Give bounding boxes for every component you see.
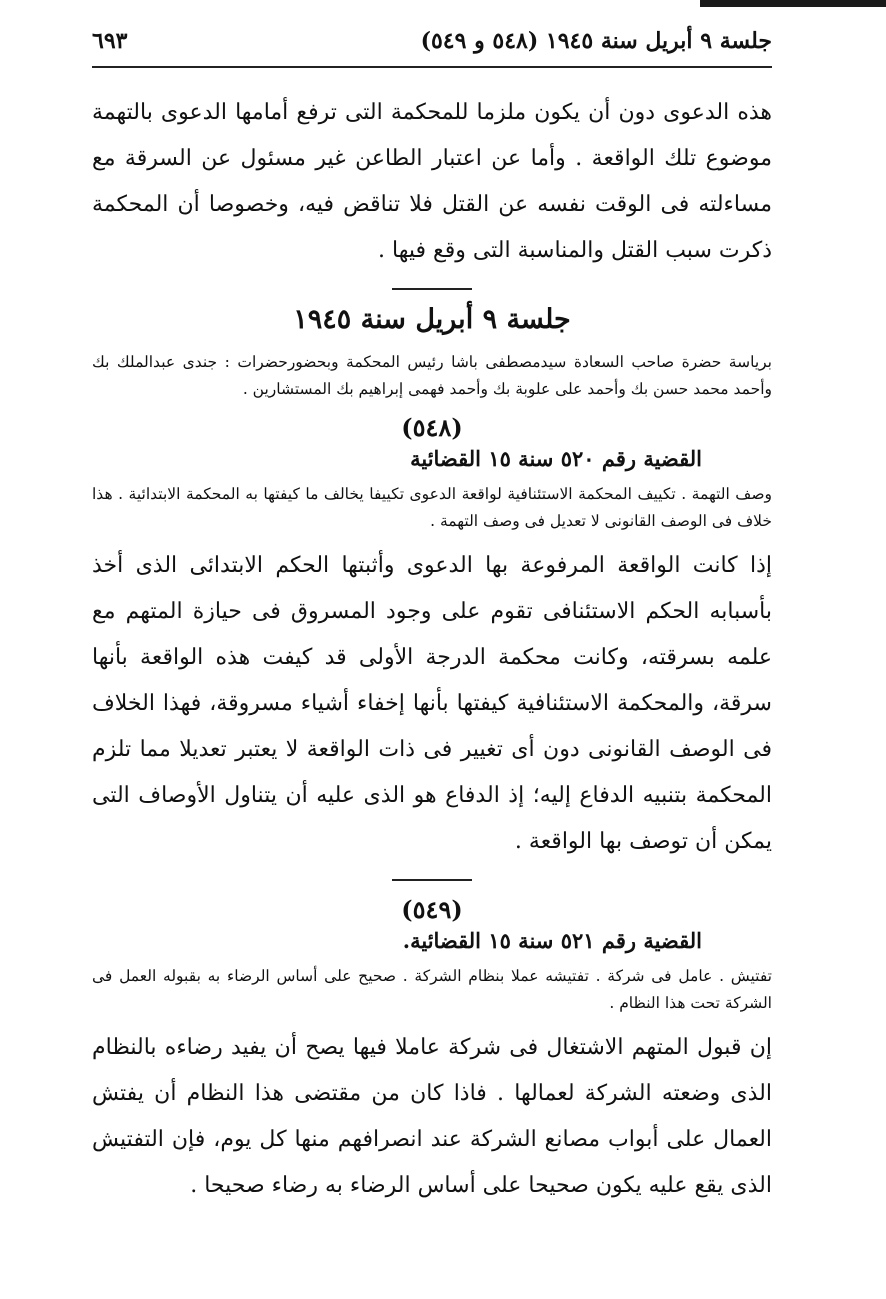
section-divider xyxy=(392,288,472,290)
document-page xyxy=(92,28,772,1209)
case-body: إن قبول المتهم الاشتغال فى شركة عاملا فيها يصح أن يفيد رضاءه بالنظام الذى وضعته الشركة لعمالها . فاذا كان من مقتضى هذا النظام أن يفتش العمال على أبواب مصانع الشركة عند انصرافهم منها كل يوم، فإن التفتيش الذى يقع عليه يكون صحيحا على أساس الرضاء به رضاء صحيحا . xyxy=(92,1035,772,1198)
case-headnote: تفتيش . عامل فى شركة . تفتيشه عملا بنظام الشركة . صحيح على أساس الرضاء به بقبوله العمل فى الشركة تحت هذا النظام . xyxy=(92,967,772,1012)
case-body: إذا كانت الواقعة المرفوعة بها الدعوى وأثبتها الحكم الابتدائى الذى أخذ بأسبابه الحكم الاستئنافى تقوم على وجود المسروق فى حيازة المتهم مع علمه بسرقته، وكانت محكمة الدرجة الأولى قد كيفت هذه الواقعة بأنها سرقة، والمحكمة الاستئنافية كيفتها بأنها إخفاء أشياء مسروقة، فهذا الخلاف فى الوصف القانونى دون أى تغيير فى ذات الواقعة لا يعتبر تعديلا مما تلزم المحكمة بتنبيه الدفاع إليه؛ إذ الدفاع هو الذى عليه أن يتناول الأوصاف التى يمكن أن توصف بها الواقعة . xyxy=(92,553,772,854)
session-title: جلسة ٩ أبريل سنة ١٩٤٥ xyxy=(293,304,571,335)
case-number: (٥٤٨) xyxy=(401,413,463,442)
case-549 xyxy=(92,895,772,1209)
case-reference: القضية رقم ٥٢٠ سنة ١٥ القضائية xyxy=(410,446,702,471)
intro-paragraph: هذه الدعوى دون أن يكون ملزما للمحكمة التى ترفع أمامها الدعوى بالتهمة موضوع تلك الواقعة . وأما عن اعتبار الطاعن غير مسئول عن السرقة مع مساءلته فى الوقت نفسه عن القتل فلا تناقض فيه، وخصوصا أن المحكمة ذكرت سبب القتل والمناسبة التى وقع فيها . xyxy=(92,100,772,263)
running-title: جلسة ٩ أبريل سنة ١٩٤٥ (٥٤٨ و ٥٤٩) xyxy=(420,28,772,54)
case-548 xyxy=(92,413,772,865)
running-header xyxy=(92,28,772,68)
case-headnote: وصف التهمة . تكييف المحكمة الاستئنافية لواقعة الدعوى تكييفا يخالف ما كيفتها به المحكمة الابتدائية . هذا خلاف فى الوصف القانونى لا تعديل فى وصف التهمة . xyxy=(92,485,772,530)
case-reference: القضية رقم ٥٢١ سنة ١٥ القضائية. xyxy=(402,928,702,953)
case-number: (٥٤٩) xyxy=(401,895,463,924)
scan-edge-mark xyxy=(700,0,886,7)
section-divider xyxy=(392,879,472,881)
session-presidency: برياسة حضرة صاحب السعادة سيدمصطفى باشا رئيس المحكمة وبحضورحضرات : جندى عبدالملك بك وأحمد محمد حسن بك وأحمد على علوبة بك وأحمد فهمى إبراهيم بك المستشارين . xyxy=(92,353,772,398)
page-number: ٦٩٣ xyxy=(92,28,128,54)
